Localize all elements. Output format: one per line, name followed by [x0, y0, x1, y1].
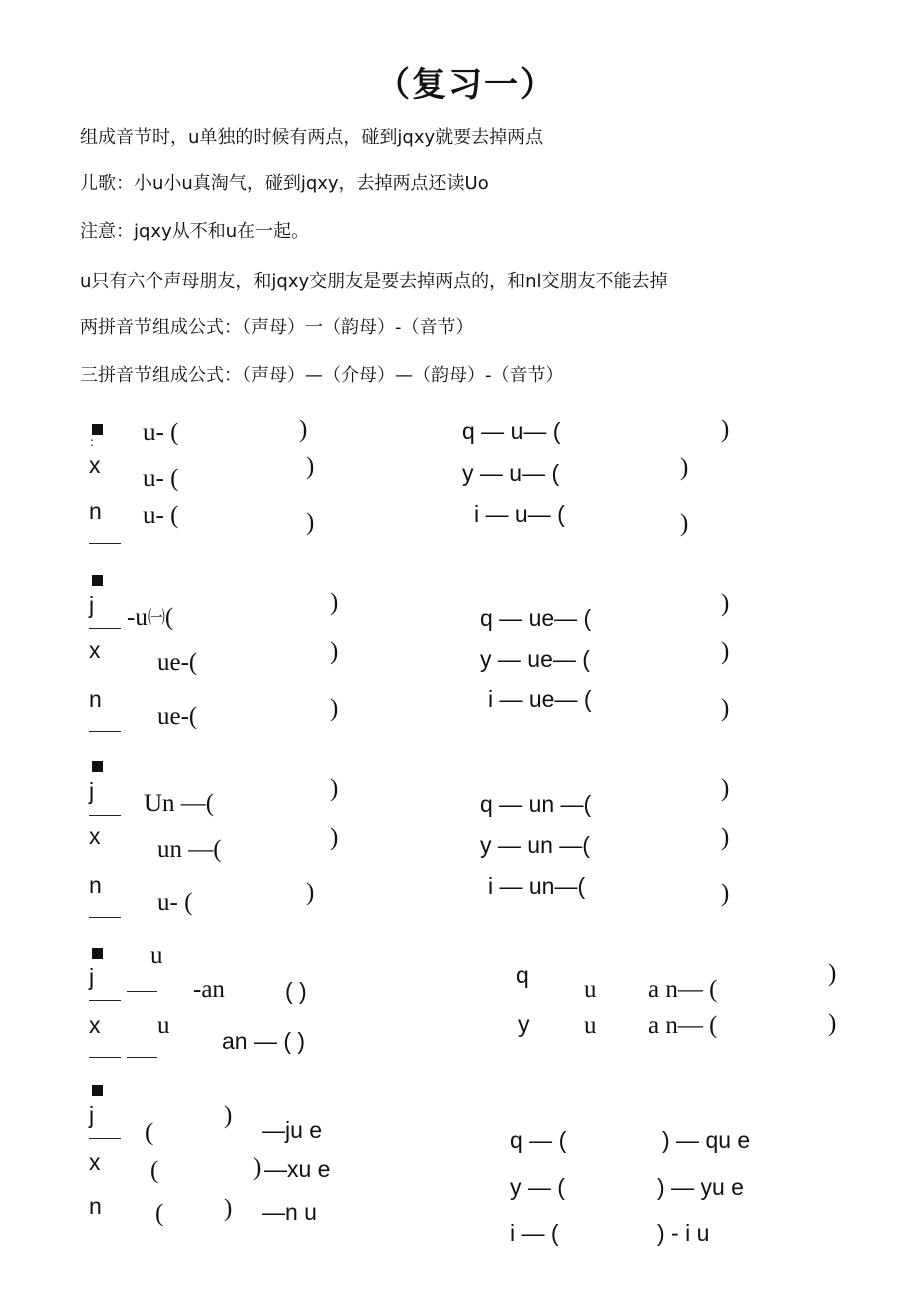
note-three-part-formula: 三拼音节组成公式：（声母）—（介母）—（韵母）-（音节） — [80, 365, 564, 386]
paren-close: ) — [224, 1102, 233, 1129]
paren-close: ) — [828, 960, 837, 987]
initial-n: n — [89, 686, 102, 712]
paren-close: ) — [306, 879, 315, 906]
page-title: （复习一） — [376, 65, 556, 105]
exercise-item: y — un —( — [480, 832, 590, 858]
section-marker — [92, 575, 103, 586]
exercise-item: q — ( — [510, 1127, 567, 1153]
exercise-item — [127, 605, 173, 630]
answer-line — [127, 1057, 157, 1058]
paren-close: ) — [306, 509, 315, 536]
exercise-item: a n— ( — [648, 1012, 718, 1039]
answer-line — [89, 917, 121, 918]
initial-j: j — [89, 964, 95, 990]
paren-close: ) — [306, 453, 315, 480]
paren-close: ) — [721, 880, 730, 907]
initial-x: x — [89, 823, 101, 849]
initial-y: y — [518, 1011, 530, 1037]
paren-close: ) — [721, 775, 730, 802]
note-friends: u只有六个声母朋友，和jqxy交朋友是要去掉两点的，和nl交朋友不能去掉 — [80, 271, 668, 292]
initial-j: j — [89, 778, 95, 804]
paren-close: ) — [330, 695, 339, 722]
exercise-item: y — u— ( — [462, 460, 560, 486]
initial-x: x — [89, 452, 101, 478]
exercise-item: —xu e — [264, 1156, 331, 1182]
medial-u: u — [150, 942, 163, 969]
paren-close: ) — [330, 638, 339, 665]
note-rhyme: 儿歌：小u小u真淘气，碰到jqxy，去掉两点还读Uo — [80, 173, 489, 194]
answer-line — [89, 1138, 121, 1139]
answer-line — [89, 628, 121, 629]
paren-close: ) — [330, 824, 339, 851]
item-text: -u — [127, 604, 148, 631]
answer-line — [89, 1000, 121, 1001]
exercise-item: i — ue— ( — [488, 686, 592, 712]
answer-line — [127, 991, 157, 992]
answer-line — [89, 731, 121, 732]
paren-close: ) — [330, 775, 339, 802]
exercise-item: q — un —( — [480, 791, 592, 817]
exercise-item: an — ( ) — [222, 1028, 306, 1054]
empty-parens: ( ) — [285, 978, 307, 1004]
paren-close: ) — [721, 416, 730, 443]
section-marker — [92, 948, 103, 959]
paren-close: ) — [253, 1154, 262, 1181]
exercise-item: ue-( — [157, 649, 198, 676]
exercise-item: un —( — [157, 836, 222, 863]
paren-open: ( — [164, 604, 174, 631]
exercise-item: i — un—( — [488, 873, 586, 899]
note-rule: 组成音节时，u单独的时候有两点，碰到jqxy就要去掉两点 — [80, 127, 544, 148]
exercise-item: Un —( — [144, 790, 215, 817]
exercise-item: u- ( — [143, 502, 179, 529]
exercise-item: i — u— ( — [474, 501, 565, 527]
exercise-item: q — ue— ( — [480, 605, 592, 631]
paren-close: ) — [299, 416, 308, 443]
paren-open: ( — [150, 1157, 159, 1184]
note-attention: 注意：jqxy从不和u在一起。 — [80, 221, 310, 242]
answer-line — [89, 815, 121, 816]
initial-n: n — [89, 498, 102, 524]
paren-close: ) — [680, 454, 689, 481]
exercise-item: ) - i u — [657, 1220, 710, 1246]
exercise-item: y — ( — [510, 1174, 565, 1200]
initial-j: j — [89, 592, 95, 618]
exercise-item: q — u— ( — [462, 418, 561, 444]
paren-close: ) — [224, 1195, 233, 1222]
paren-close: ) — [680, 510, 689, 537]
exercise-item: a n— ( — [648, 976, 718, 1003]
circled-one-mark: ㈠ — [147, 608, 165, 627]
section-marker — [92, 761, 103, 772]
exercise-item: —n u — [262, 1199, 317, 1225]
medial-u: u — [157, 1012, 170, 1039]
paren-open: ( — [155, 1200, 164, 1227]
section-marker — [92, 1085, 103, 1096]
exercise-item: y — ue— ( — [480, 646, 590, 672]
paren-close: ) — [330, 589, 339, 616]
answer-line — [89, 1057, 121, 1058]
note-two-part-formula: 两拼音节组成公式：（声母）一（韵母）-（音节） — [80, 317, 474, 338]
exercise-item: ) — qu e — [662, 1127, 751, 1153]
section-marker — [92, 424, 103, 435]
paren-close: ) — [721, 824, 730, 851]
paren-open: ( — [145, 1119, 154, 1146]
exercise-item: ) — yu e — [657, 1174, 744, 1200]
exercise-item: u- ( — [143, 465, 179, 492]
paren-close: ) — [828, 1010, 837, 1037]
exercise-item: —ju e — [262, 1117, 323, 1143]
paren-close: ) — [721, 695, 730, 722]
medial-u: u — [584, 976, 597, 1003]
initial-n: n — [89, 872, 102, 898]
dot-mark: : — [90, 435, 95, 449]
answer-line — [89, 543, 121, 544]
exercise-item: u- ( — [157, 889, 193, 916]
exercise-item: i — ( — [510, 1220, 559, 1246]
initial-x: x — [89, 637, 101, 663]
exercise-item: u- ( — [143, 419, 179, 446]
initial-x: x — [89, 1012, 101, 1038]
final-an: -an — [193, 976, 225, 1003]
initial-q: q — [516, 962, 529, 988]
paren-close: ) — [721, 590, 730, 617]
initial-j: j — [89, 1102, 95, 1128]
exercise-item: ue-( — [157, 703, 198, 730]
paren-close: ) — [721, 638, 730, 665]
medial-u: u — [584, 1012, 597, 1039]
initial-n: n — [89, 1193, 102, 1219]
initial-x: x — [89, 1149, 101, 1175]
